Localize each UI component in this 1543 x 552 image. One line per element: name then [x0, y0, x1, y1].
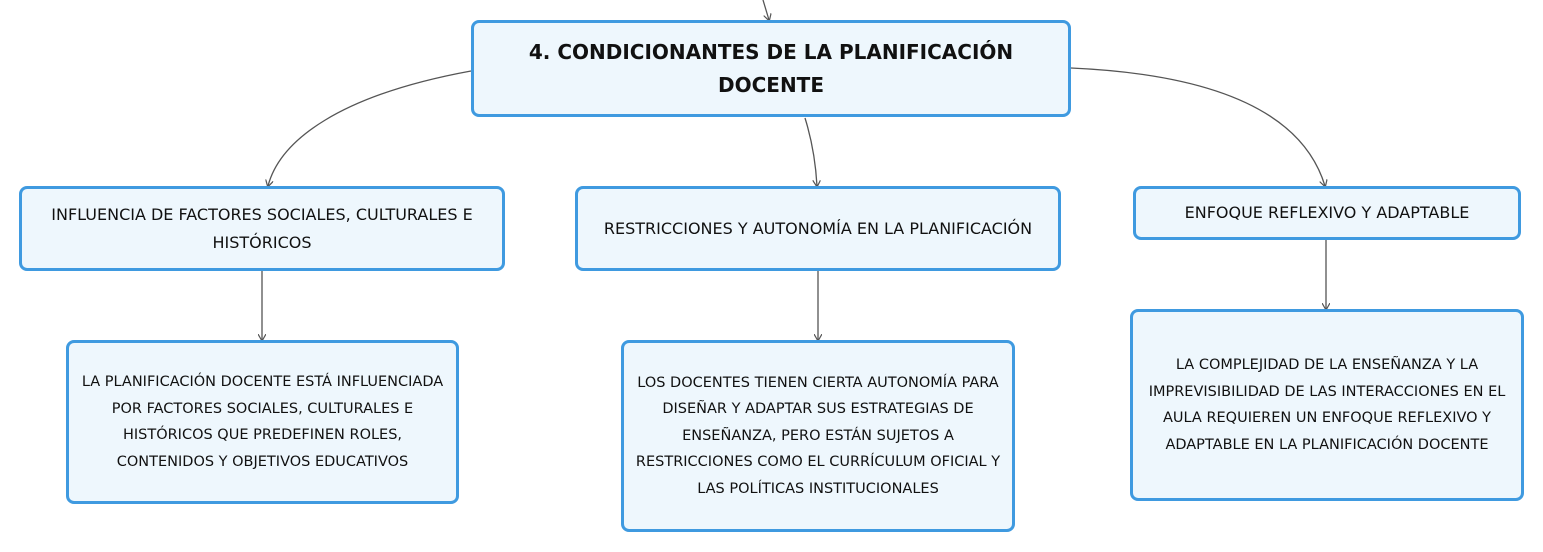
detail-node-text: LOS DOCENTES TIENEN CIERTA AUTONOMÍA PARA DISEÑAR Y ADAPTAR SUS ESTRATEGIAS DE ENSEÑANZA, PERO ESTÁN SUJETOS A RESTRICCIONES COMO EL CURRÍCULUM OFICIAL Y LAS POLÍTICAS INSTITUCIONALES	[635, 374, 1001, 497]
detail-node-restrictions-autonomy[interactable]	[621, 340, 1015, 532]
detail-node-social-factors[interactable]	[66, 340, 459, 504]
root-node-label: 4. CONDICIONANTES DE LA PLANIFICACIÓN DOCENTE	[528, 39, 1014, 97]
connector-root-to-branch-3	[1071, 68, 1325, 186]
branch-node-label: ENFOQUE REFLEXIVO Y ADAPTABLE	[1184, 203, 1470, 222]
connector-root-to-branch-1	[268, 71, 471, 186]
root-node[interactable]	[471, 20, 1071, 117]
detail-node-text: LA COMPLEJIDAD DE LA ENSEÑANZA Y LA IMPREVISIBILIDAD DE LAS INTERACCIONES EN EL AULA REQUIEREN UN ENFOQUE REFLEXIVO Y ADAPTABLE EN LA PLANIFICACIÓN DOCENTE	[1148, 357, 1506, 453]
branch-node-label: RESTRICCIONES Y AUTONOMÍA EN LA PLANIFICACIÓN	[603, 218, 1033, 238]
branch-node-reflective-approach[interactable]	[1133, 186, 1521, 240]
detail-node-text: LA PLANIFICACIÓN DOCENTE ESTÁ INFLUENCIADA POR FACTORES SOCIALES, CULTURALES E HISTÓRICOS QUE PREDEFINEN ROLES, CONTENIDOS Y OBJETIVOS EDUCATIVOS	[81, 374, 444, 470]
detail-node-reflective-approach[interactable]	[1130, 309, 1524, 501]
connector-from-parent	[763, 0, 769, 20]
connector-root-to-branch-2	[805, 118, 817, 186]
branch-node-social-factors[interactable]	[19, 186, 505, 271]
branch-node-label: INFLUENCIA DE FACTORES SOCIALES, CULTURALES E HISTÓRICOS	[51, 204, 473, 252]
branch-node-restrictions-autonomy[interactable]	[575, 186, 1061, 271]
